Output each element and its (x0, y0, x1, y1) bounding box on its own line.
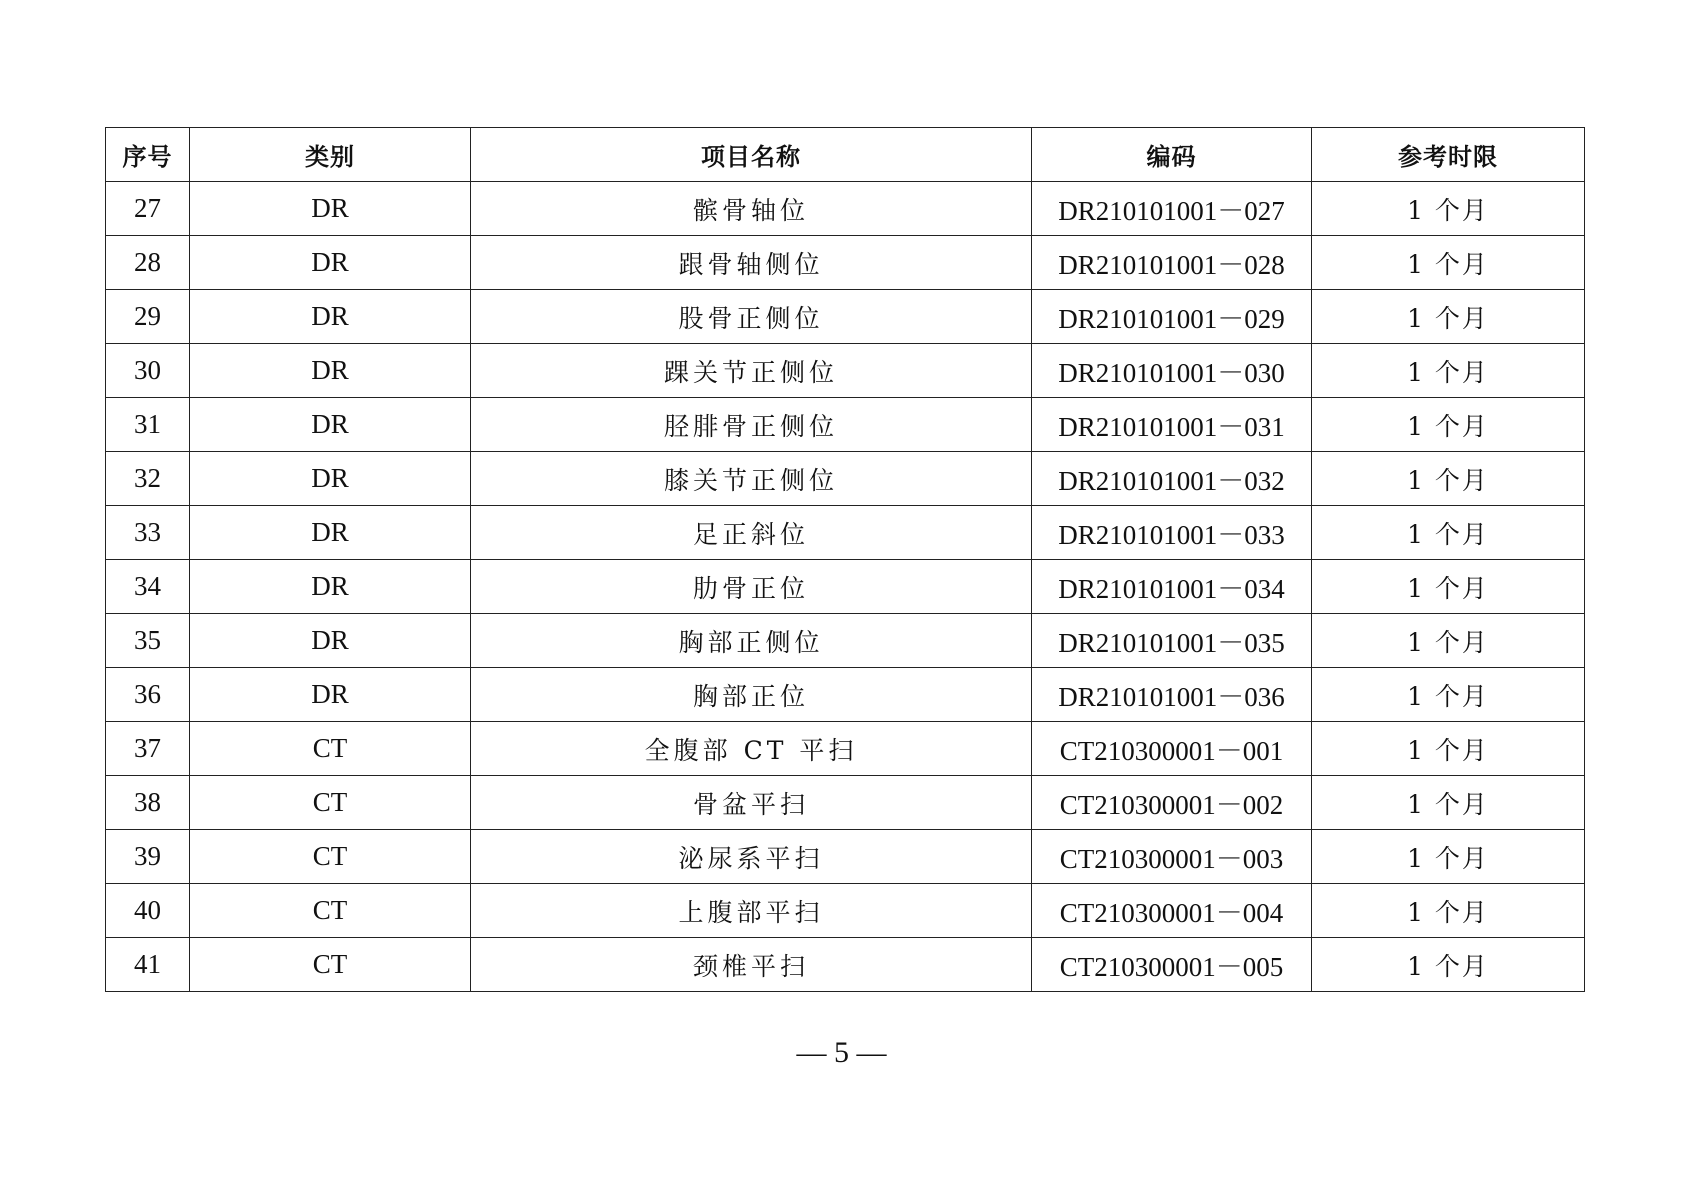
table-row (106, 938, 1585, 992)
cell-category: CT (190, 830, 471, 884)
cell-item-name: 上腹部平扫 (471, 884, 1032, 938)
cell-time-limit: 1 个月 (1312, 290, 1585, 344)
cell-item-name: 胸部正位 (471, 668, 1032, 722)
cell-category: CT (190, 938, 471, 992)
cell-category: DR (190, 290, 471, 344)
table-row (106, 398, 1585, 452)
cell-time-limit: 1 个月 (1312, 884, 1585, 938)
cell-category: CT (190, 776, 471, 830)
cell-index: 33 (106, 506, 190, 560)
cell-code: CT210300001－002 (1032, 776, 1312, 830)
cell-code: DR210101001－031 (1032, 398, 1312, 452)
header-code: 编码 (1032, 128, 1312, 182)
cell-index: 27 (106, 182, 190, 236)
cell-category: DR (190, 452, 471, 506)
cell-time-limit: 1 个月 (1312, 830, 1585, 884)
cell-item-name: 泌尿系平扫 (471, 830, 1032, 884)
cell-code: CT210300001－005 (1032, 938, 1312, 992)
table-body (106, 182, 1585, 992)
cell-category: DR (190, 182, 471, 236)
cell-code: DR210101001－034 (1032, 560, 1312, 614)
cell-code: DR210101001－028 (1032, 236, 1312, 290)
cell-time-limit: 1 个月 (1312, 668, 1585, 722)
table-row (106, 290, 1585, 344)
cell-category: DR (190, 344, 471, 398)
cell-code: DR210101001－029 (1032, 290, 1312, 344)
cell-index: 34 (106, 560, 190, 614)
table-row (106, 830, 1585, 884)
cell-index: 38 (106, 776, 190, 830)
cell-item-name: 胸部正侧位 (471, 614, 1032, 668)
header-item-name: 项目名称 (471, 128, 1032, 182)
cell-time-limit: 1 个月 (1312, 344, 1585, 398)
cell-category: DR (190, 560, 471, 614)
cell-category: DR (190, 506, 471, 560)
cell-index: 41 (106, 938, 190, 992)
cell-time-limit: 1 个月 (1312, 938, 1585, 992)
header-time-limit: 参考时限 (1312, 128, 1585, 182)
header-index: 序号 (106, 128, 190, 182)
cell-code: DR210101001－036 (1032, 668, 1312, 722)
table-row (106, 722, 1585, 776)
cell-category: DR (190, 398, 471, 452)
cell-code: CT210300001－001 (1032, 722, 1312, 776)
table-row (106, 452, 1585, 506)
cell-item-name: 跟骨轴侧位 (471, 236, 1032, 290)
cell-index: 36 (106, 668, 190, 722)
table-row (106, 668, 1585, 722)
cell-time-limit: 1 个月 (1312, 398, 1585, 452)
cell-index: 39 (106, 830, 190, 884)
table-row (106, 560, 1585, 614)
cell-item-name: 肋骨正位 (471, 560, 1032, 614)
cell-index: 35 (106, 614, 190, 668)
cell-item-name: 足正斜位 (471, 506, 1032, 560)
cell-index: 37 (106, 722, 190, 776)
cell-item-name: 髌骨轴位 (471, 182, 1032, 236)
cell-time-limit: 1 个月 (1312, 236, 1585, 290)
cell-category: DR (190, 668, 471, 722)
cell-code: DR210101001－030 (1032, 344, 1312, 398)
cell-index: 30 (106, 344, 190, 398)
cell-time-limit: 1 个月 (1312, 614, 1585, 668)
cell-index: 31 (106, 398, 190, 452)
table-row (106, 776, 1585, 830)
cell-item-name: 踝关节正侧位 (471, 344, 1032, 398)
cell-category: DR (190, 614, 471, 668)
cell-item-name: 股骨正侧位 (471, 290, 1032, 344)
cell-category: CT (190, 722, 471, 776)
table-row (106, 884, 1585, 938)
cell-time-limit: 1 个月 (1312, 182, 1585, 236)
table-row (106, 614, 1585, 668)
cell-code: CT210300001－003 (1032, 830, 1312, 884)
cell-time-limit: 1 个月 (1312, 722, 1585, 776)
table-row (106, 236, 1585, 290)
table-row (106, 506, 1585, 560)
cell-item-name: 颈椎平扫 (471, 938, 1032, 992)
cell-item-name: 膝关节正侧位 (471, 452, 1032, 506)
cell-code: DR210101001－033 (1032, 506, 1312, 560)
cell-code: DR210101001－032 (1032, 452, 1312, 506)
cell-code: DR210101001－035 (1032, 614, 1312, 668)
cell-time-limit: 1 个月 (1312, 452, 1585, 506)
header-category: 类别 (190, 128, 471, 182)
cell-time-limit: 1 个月 (1312, 560, 1585, 614)
cell-index: 28 (106, 236, 190, 290)
cell-time-limit: 1 个月 (1312, 506, 1585, 560)
cell-time-limit: 1 个月 (1312, 776, 1585, 830)
exam-items-table (105, 127, 1585, 992)
cell-item-name: 全腹部 CT 平扫 (471, 722, 1032, 776)
cell-code: CT210300001－004 (1032, 884, 1312, 938)
table-row (106, 182, 1585, 236)
cell-index: 32 (106, 452, 190, 506)
cell-item-name: 骨盆平扫 (471, 776, 1032, 830)
cell-category: DR (190, 236, 471, 290)
cell-index: 40 (106, 884, 190, 938)
table-row (106, 344, 1585, 398)
table-header-row (106, 128, 1585, 182)
cell-code: DR210101001－027 (1032, 182, 1312, 236)
page-number: — 5 — (796, 1036, 887, 1069)
cell-category: CT (190, 884, 471, 938)
cell-item-name: 胫腓骨正侧位 (471, 398, 1032, 452)
cell-index: 29 (106, 290, 190, 344)
